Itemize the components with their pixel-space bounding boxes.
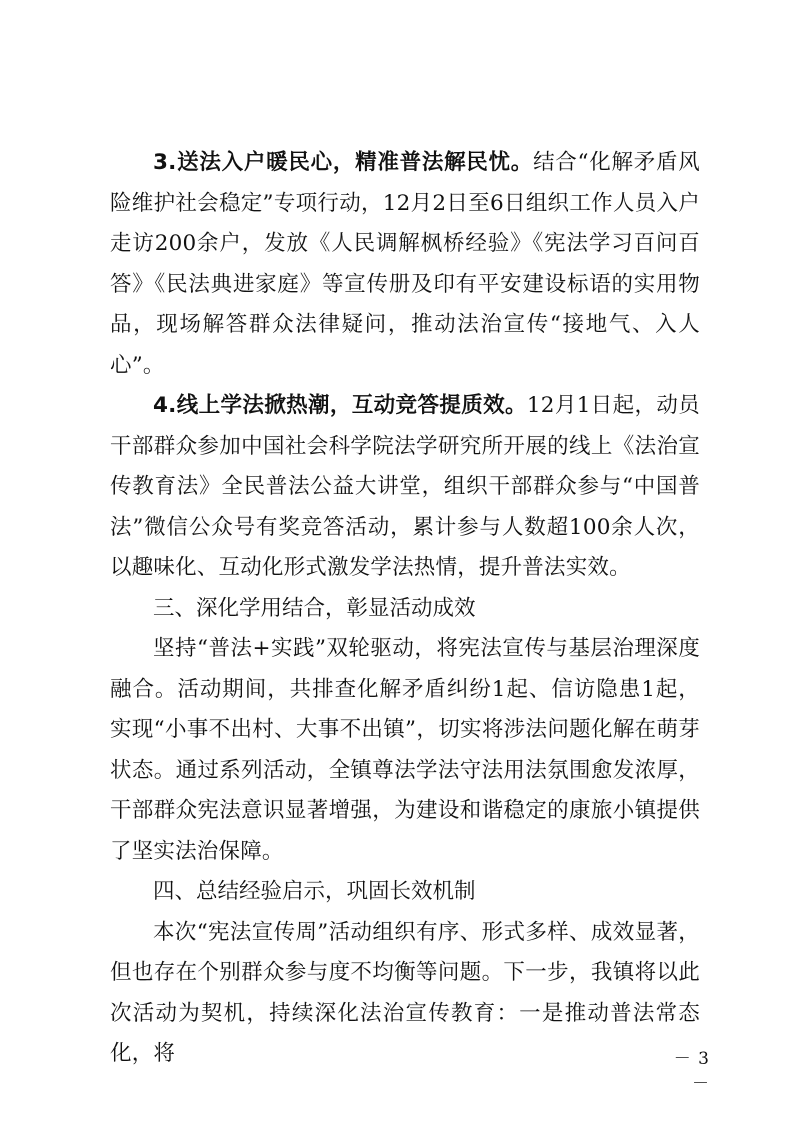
paragraph-text: 结合“化解矛盾风险维护社会稳定”专项行动，12月2日至6日组织工作人员入户走访200余户，发放《人民调解枫桥经验》《宪法学习百问百答》《民法典进家庭》等宣传册及印有平安建设标语的实用物品，现场解答群众法律疑问，推动法治宣传“接地气、入人心”。 xyxy=(110,150,700,378)
paragraph-text: 12月1日起，动员干部群众参加中国社会科学院法学研究所开展的线上《法治宣传教育法》全民普法公益大讲堂，组织干部群众参与“中国普法”微信公众号有奖竞答活动，累计参与人数超100余人次，以趣味化、互动化形式激发学法热情，提升普法实效。 xyxy=(110,393,701,580)
paragraph-text: 坚持“普法+实践”双轮驱动，将宪法宣传与基层治理深度融合。活动期间，共排查化解矛盾纠纷1起、信访隐患1起，实现“小事不出村、大事不出镇”，切实将涉法问题化解在萌芽状态。通过系列活动，全镇尊法学法守法用法氛围愈发浓厚，干部群众宪法意识显著增强，为建设和谐稳定的康旅小镇提供了坚实法治保障。 xyxy=(110,636,700,864)
paragraph-item-4 xyxy=(110,386,700,589)
document-body xyxy=(110,143,700,1075)
paragraph-summary xyxy=(110,913,700,1075)
paragraph-lead: 3.送法入户暖民心，精准普法解民忧。 xyxy=(153,150,534,175)
page-number: － 3 － xyxy=(673,1049,710,1094)
paragraph-text: 本次“宪法宣传周”活动组织有序、形式多样、成效显著，但也存在个别群众参与度不均衡等问题。下一步，我镇将以此次活动为契机，持续深化法治宣传教育：一是推动普法常态化，将 xyxy=(110,919,700,1066)
paragraph-results xyxy=(110,629,700,872)
section-heading-4: 四、总结经验启示，巩固长效机制 xyxy=(153,879,476,904)
paragraph-item-3 xyxy=(110,143,700,386)
paragraph-lead: 4.线上学法掀热潮，互动竞答提质效。 xyxy=(153,393,527,418)
section-heading-3: 三、深化学用结合，彰显活动成效 xyxy=(153,595,476,621)
